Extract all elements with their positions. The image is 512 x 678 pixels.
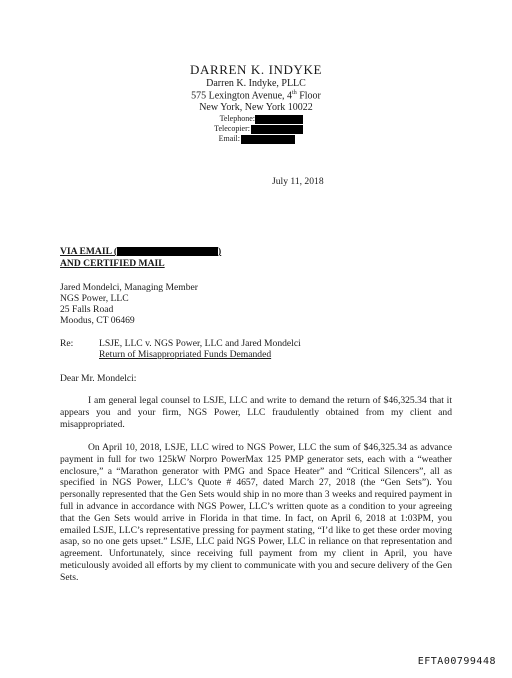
email-label: Email: [218, 134, 240, 143]
body-paragraph: On April 10, 2018, LSJE, LLC wired to NGS Power, LLC the sum of $46,325.34 as advance payment in full for two 125kW Norpro PowerMax 125 PMP generator sets, each with a “weather enclosure,” a “Marathon generator with PMG and Space Heater” and “Critical Silencers”, all as specified in NGS Power, LLC’s Quote # 4657, dated March 27, 2018 (the “Gen Sets”). You personally represented that the Gen Sets would ship in no more than 3 weeks and required payment in full in advance in accordance with NGS Power, LLC’s written quote as a condition to your agreeing that the Gen Sets would arrive in Florida in that time. In fact, on April 6, 2018 at 1:03PM, you emailed LSJE, LLC’s representative pressing for payment stating, “I’d like to get these order moving asap, so no one gets upset.” LSJE, LLC paid NGS Power, LLC in reliance on that representation and agreement. Unfortunately, since receiving full payment from my client in April, you have meticulously avoided all efforts by my client to communicate with you and secure delivery of the Gen Sets. [60, 442, 452, 583]
letterhead-city: New York, New York 10022 [199, 102, 313, 113]
body-paragraph: I am general legal counsel to LSJE, LLC and write to demand the return of $46,325.34 that it appears you and your firm, NGS Power, LLC fraudulently obtained from my client and misappropriated. [60, 395, 452, 430]
address-street: 575 Lexington Avenue, 4 [191, 90, 293, 102]
letterhead-name: DARREN K. INDYKE [189, 62, 322, 77]
redaction-block [255, 115, 303, 124]
letter-date: July 11, 2018 [272, 176, 324, 187]
via-email-close: ) [218, 246, 222, 257]
certified-mail-label: AND CERTIFIED MAIL [60, 258, 165, 269]
via-email-line [60, 246, 221, 258]
recipient-street: 25 Falls Road [60, 304, 114, 315]
recipient-city: Moodus, CT 06469 [60, 315, 135, 326]
re-label: Re: [60, 338, 74, 349]
telecopier-label: Telecopier: [214, 124, 250, 133]
redaction-block [251, 125, 303, 134]
address-floor: Floor [296, 90, 321, 102]
redaction-block [117, 247, 218, 256]
address-superscript: th [292, 90, 297, 96]
redaction-block [241, 135, 295, 144]
via-email-label: VIA EMAIL ( [60, 246, 118, 257]
re-subject-demand: Return of Misappropriated Funds Demanded [99, 349, 272, 360]
letterhead-firm: Darren K. Indyke, PLLC [206, 78, 306, 89]
letterhead-address [0, 90, 512, 101]
salutation: Dear Mr. Mondelci: [60, 373, 137, 384]
telephone-label: Telephone: [219, 114, 255, 123]
re-subject: LSJE, LLC v. NGS Power, LLC and Jared Mondelci [99, 338, 301, 349]
recipient-company: NGS Power, LLC [60, 293, 129, 304]
document-id: EFTA00799448 [417, 656, 496, 667]
recipient-name: Jared Mondelci, Managing Member [60, 282, 199, 293]
